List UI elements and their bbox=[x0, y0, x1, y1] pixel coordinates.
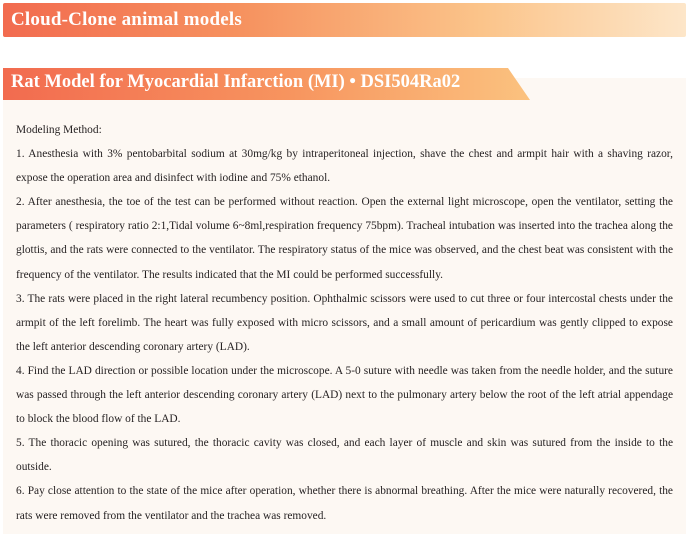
model-title: Rat Model for Myocardial Infarction (MI) • DSI504Ra02 bbox=[11, 72, 461, 92]
method-step-5: 5. The thoracic opening was sutured, the thoracic cavity was closed, and each layer of muscle and skin was sutured from the inside to the outside. bbox=[16, 437, 673, 474]
modeling-method bbox=[16, 118, 673, 528]
method-heading: Modeling Method: bbox=[16, 124, 102, 136]
method-step-3: 3. The rats were placed in the right lateral recumbency position. Ophthalmic scissors were used to cut three or four intercostal chests under the armpit of the left forelimb. The heart was fully exposed with micro scissors, and a small amount of pericardium was gently clipped to expose the left anterior descending coronary artery (LAD). bbox=[16, 292, 673, 353]
method-step-6: 6. Pay close attention to the state of the mice after operation, whether there is abnormal breathing. After the mice were naturally recovered, the rats were removed from the ventilator and the trachea was removed. bbox=[16, 485, 673, 522]
model-title-tab bbox=[3, 68, 530, 100]
method-step-1: 1. Anesthesia with 3% pentobarbital sodium at 30mg/kg by intraperitoneal injection, shave the chest and armpit hair with a shaving razor, expose the operation area and disinfect with iodine and 75% ethanol. bbox=[16, 148, 673, 185]
brand-title: Cloud-Clone animal models bbox=[11, 9, 242, 30]
brand-banner bbox=[3, 3, 686, 37]
method-step-4: 4. Find the LAD direction or possible location under the microscope. A 5-0 suture with needle was taken from the needle holder, and the suture was passed through the left anterior descending coronary artery (LAD) next to the pulmonary artery below the root of the left atrial appendage to block the blood flow of the LAD. bbox=[16, 364, 673, 426]
method-step-2: 2. After anesthesia, the toe of the test can be performed without reaction. Open the external light microscope, open the ventilator, setting the parameters ( respiratory ratio 2:1,Tidal volume 6~8ml,respiration frequency 75bpm). Tracheal intubation was inserted into the trachea along the glottis, and the rats were connected to the ventilator. The respiratory status of the mice was observed, and the chest beat was consistent with the frequency of the ventilator. The results indicated that the MI could be performed successfully. bbox=[16, 196, 673, 281]
